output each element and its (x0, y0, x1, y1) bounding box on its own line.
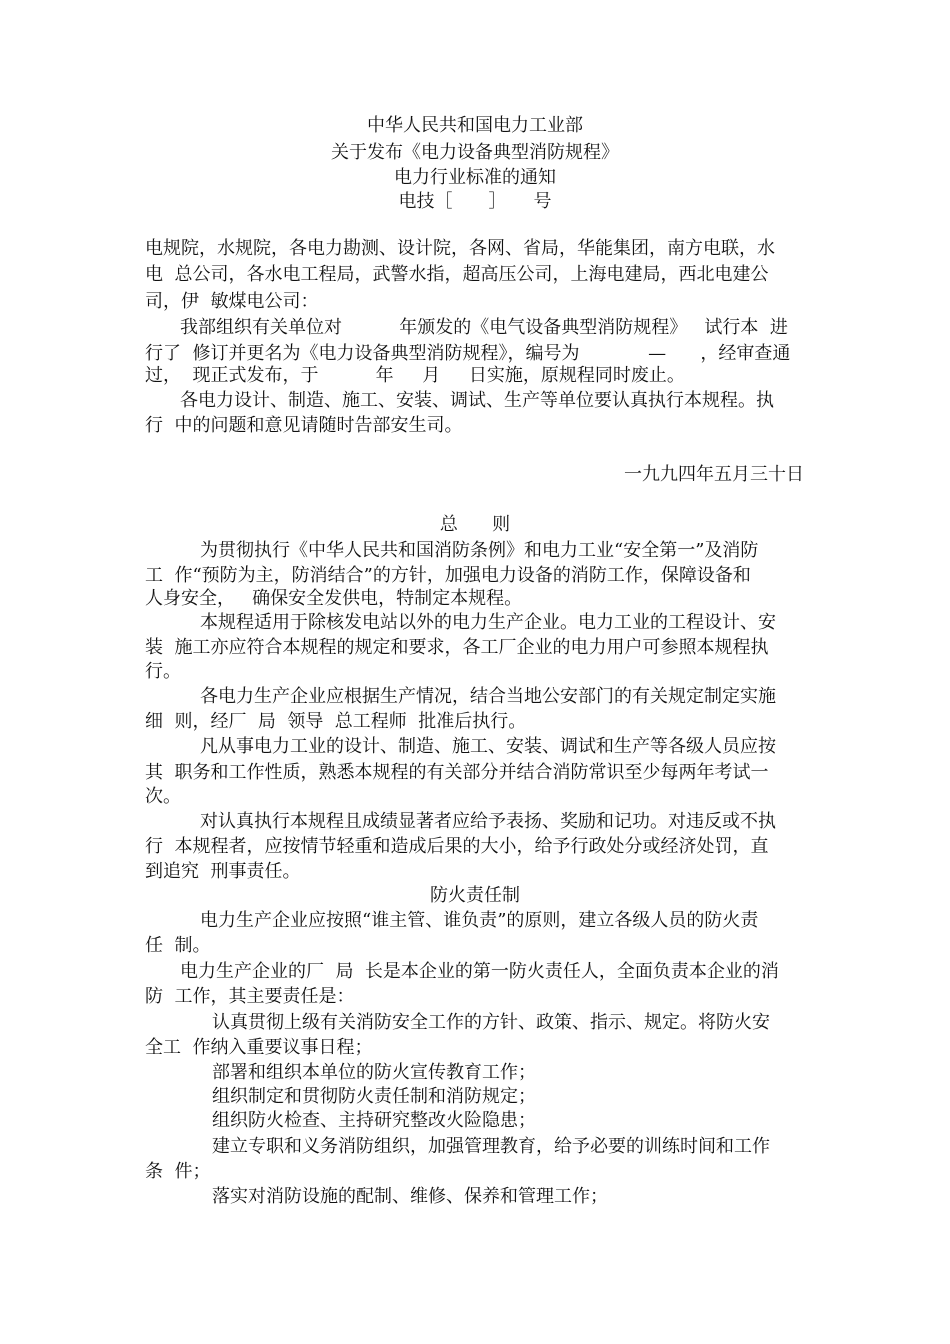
responsibility-item-line: 部署和组织本单位的防火宣传教育工作； (212, 1062, 536, 1083)
notice-paragraph-line: 行 中的问题和意见请随时告部安生司。 (145, 415, 463, 436)
header-standard: 电力行业标准的通知 (394, 167, 556, 188)
fire-paragraph-line: 电力生产企业应按照“谁主管、谁负责”的原则，建立各级人员的防火责 (200, 910, 759, 931)
fire-paragraph-line: 任 制。 (145, 935, 211, 956)
general-paragraph-line: 工 作“预防为主，防消结合”的方针，加强电力设备的消防工作，保障设备和 (145, 565, 751, 586)
responsibility-item-line: 全工 作纳入重要议事日程； (145, 1037, 373, 1058)
header-ministry: 中华人民共和国电力工业部 (367, 115, 583, 136)
notice-paragraph-line: 各电力设计、制造、施工、安装、调试、生产等单位要认真执行本规程。执 (180, 390, 774, 411)
fire-paragraph-line: 防 工作，其主要责任是： (145, 986, 355, 1007)
general-paragraph-line: 细 则，经厂 局 领导 总工程师 批准后执行。 (145, 711, 527, 732)
general-paragraph-line: 行 本规程者，应按情节轻重和造成后果的大小，给予行政处分或经济处罚，直 (145, 836, 769, 857)
general-paragraph-line: 凡从事电力工业的设计、制造、施工、安装、调试和生产等各级人员应按 (200, 736, 776, 757)
general-paragraph-line: 次。 (145, 786, 181, 807)
header-doc-number: 电技［ ］ 号 (398, 191, 552, 212)
responsibility-item-line: 落实对消防设施的配制、维修、保养和管理工作； (212, 1186, 608, 1207)
responsibility-item-line: 建立专职和义务消防组织，加强管理教育，给予必要的训练时间和工作 (212, 1136, 770, 1157)
fire-paragraph-line: 电力生产企业的厂 局 长是本企业的第一防火责任人，全面负责本企业的消 (180, 961, 779, 982)
general-paragraph-line: 人身安全， 确保安全发供电，特制定本规程。 (145, 588, 523, 609)
notice-paragraph-line: 行了 修订并更名为《电力设备典型消防规程》，编号为 — ，经审查通 (145, 343, 791, 364)
responsibility-item-line: 组织制定和贯彻防火责任制和消防规定； (212, 1086, 536, 1107)
recipients-line: 电 总公司，各水电工程局，武警水指，超高压公司，上海电建局，西北电建公 (145, 264, 769, 285)
general-paragraph-line: 装 施工亦应符合本规程的规定和要求，各工厂企业的电力用户可参照本规程执 (145, 637, 769, 658)
general-paragraph-line: 到追究 刑事责任。 (145, 861, 301, 882)
general-paragraph-line: 行。 (145, 661, 181, 682)
section-title-fire-responsibility: 防火责任制 (430, 885, 520, 906)
responsibility-item-line: 认真贯彻上级有关消防安全工作的方针、政策、指示、规定。将防火安 (212, 1012, 770, 1033)
general-paragraph-line: 其 职务和工作性质，熟悉本规程的有关部分并结合消防常识至少每两年考试一 (145, 762, 769, 783)
general-paragraph-line: 为贯彻执行《中华人民共和国消防条例》和电力工业“安全第一”及消防 (200, 540, 759, 561)
responsibility-item-line: 组织防火检查、主持研究整改火险隐患； (212, 1110, 536, 1131)
general-paragraph-line: 各电力生产企业应根据生产情况，结合当地公安部门的有关规定制定实施 (200, 686, 776, 707)
responsibility-item-line: 条 件； (145, 1161, 211, 1182)
notice-paragraph-line: 过， 现正式发布，于 年 月 日实施，原规程同时废止。 (145, 365, 685, 386)
general-paragraph-line: 本规程适用于除核发电站以外的电力生产企业。电力工业的工程设计、安 (200, 612, 776, 633)
header-subject: 关于发布《电力设备典型消防规程》 (331, 142, 619, 163)
recipients-line: 司，伊 敏煤电公司： (145, 291, 319, 312)
notice-date: 一九九四年五月三十日 (624, 464, 804, 485)
recipients-line: 电规院，水规院，各电力勘测、设计院，各网、省局，华能集团，南方电联，水 (145, 238, 775, 259)
general-paragraph-line: 对认真执行本规程且成绩显著者应给予表扬、奖励和记功。对违反或不执 (200, 811, 776, 832)
section-title-general: 总 则 (439, 514, 511, 535)
notice-paragraph-line: 我部组织有关单位对 年颁发的《电气设备典型消防规程》 试行本 进 (180, 317, 788, 338)
